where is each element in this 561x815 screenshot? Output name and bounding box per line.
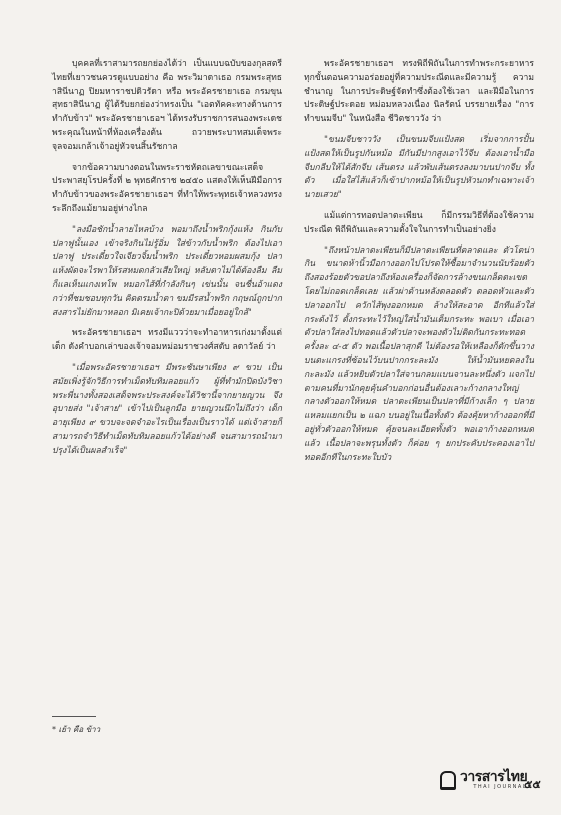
journal-name: วารสารไทย — [460, 769, 528, 785]
right-column — [304, 58, 534, 472]
footnote: * เย้า คือ ข้าว — [52, 725, 101, 734]
paragraph: บุคคลที่เราสามารถยกย่องได้ว่า เป็นแบบฉบับของกุลสตรีไทยที่เยาวชนควรดูแบบอย่าง คือ พระวิมาดาเธอ กรมพระสุทธาสินีนาฏ ปิยมหาราชปดิวรัดา หรือ พระอัครชายาเธอ กรมขุนสุทธาสินีนาฏ ผู้ได้รับยกย่องว่าทรงเป็น "เอตทัคคะทางด้านการทำกับข้าว" พระอัครชายาเธอฯ ได้ทรงรับราชการสนองพระเดชพระคุณในหน้าที่ห้องเครื่องต้น ถวายพระบาทสมเด็จพระจุลจอมเกล้าเจ้าอยู่หัวจนสิ้นรัชกาล — [52, 59, 282, 152]
quote-paragraph: "ลงมือชักน้ำลายไหลบ้าง พอมาถึงน้ำพริกกุ้งแห้ง กินกับปลาฟูนั้นเอง เข้าจริงกินไม่รู้อิ่ม ใส่ข้าวกับน้ำพริก ต้องไปเอาปลาฟู ประเดี๋ยวใจเจียวจิ้มน้ำพริก ประเดี๋ยวหอมผสมกุ้ง ปลาแห้งผัดจะไรพาให้รสหมดกลัวเสียใหญ่ หลับตาไม่ได้ต้องลืม ลืมก็แลเห็นแกงเทโพ หมอกไส้ที่กำลังกินๆ เข่นนั้น จนชื่นอ้าแดงกว่าที่ชมชอบทุกวัน คิดตรมน้ำตา ขมมีรสน้ำพริก กฤษณ์ถูกปากสงสารไม่ยักมาหลอก มิเคยเจ้ากะปิด้วยมาเมื่อยอยู่ใกล้" — [52, 224, 282, 318]
paragraph: พระอัครชายาเธอฯ ทรงพิถีพิถันในการทำพระกระยาหารทุกขั้นตอนความอร่อยอยู่ที่ความประณีตและมีความรู้ ความชำนาญ ในการประดิษฐ์จัดทำซึ่งต้องใช้เวลา และฝีมือในการประดิษฐ์ประดอย หม่อมหลวงเนื่อง นิลรัตน์ บรรยายเรื่อง "การทำขนมจีบ" ในหนังสือ ชีวิตชาววัง ว่า — [304, 59, 534, 125]
journal-subname: THAI JOURNAL — [473, 784, 528, 790]
quote-paragraph: "เมื่อพระอัครชายาเธอฯ มีพระชันษาเพียง ๙ ขวบ เป็นสมัยเพิ่งรู้จักวิธีการทำเม็ดทับทิมลอยแก้ว ผู้ที่ทำมักปิดบังวิชา พระพี่นางทั้งสองเสด็จพระประสงค์จะได้วิชานี้จากยายญวน จึงอุบายส่ง "เจ้าสาย" เข้าไปเป็นลูกมือ ยายญวนนึกไม่ถึงว่า เด็กอายุเพียง ๙ ขวบจะจดจำอะไรเป็นเรื่องเป็นราวได้ แต่เจ้าสายก็สามารถจำวิธีทำเม็ดทับทิมลอยแก้วได้อย่างดี จนสามารถนำมาปรุงได้เป็นผลสำเร็จ" — [52, 362, 282, 456]
paragraph: แม้แต่การทอดปลาตะเพียน ก็มีกรรมวิธีที่ต้องใช้ความประณีต พิถีพิถันและความตั้งใจในการทำเป็นอย่างยิ่ง — [304, 210, 534, 235]
journal-logo — [440, 770, 527, 790]
left-column — [52, 58, 282, 466]
paragraph: พระอัครชายาเธอฯ ทรงมีแววว่าจะทำอาหารเก่งมาตั้งแต่เด็ก ดังคำบอกเล่าของเจ้าจอมหม่อมราชวงศ์สดับ ลดาวัลย์ ว่า — [52, 328, 282, 353]
footnote-divider — [52, 716, 96, 717]
quote-paragraph: "ขนมจีบชาววัง เป็นขนมจีบแป้งสด เริ่มจากการปั้นแป้งสดให้เป็นรูปกันหม้อ มีกันมีปากสูงเอาไว้จีบ ต้องเอาน้ำมือจีบกลีบให้ได้สักจีบ เส้นตรง แล้วพับเส้นตรงลงมาบนปากจีบ ทั้งตัว เมื่อใส่ไส้แล้วก็เข้าปากหม้อให้เป็นรูปหัวนกทำเฉพาะเจ้านายเสวย" — [304, 134, 534, 201]
journal-mark-icon — [440, 771, 456, 790]
paragraph: จากข้อความบางตอนในพระราชหัตถเลขาขณะเสด็จประพาสยุโรปครั้งที่ ๒ พุทธศักราช ๒๔๕๐ แสดงให้เห็นฝีมือการทำกับข้าวของพระอัครชายาเธอฯ ที่ทำให้พระพุทธเจ้าหลวงทรงระลึกถึงแม้ยามอยู่ห่างไกล — [52, 162, 282, 214]
quote-paragraph: "ถึงหน้าปลาตะเพียนก็มีปลาตะเพียนที่ตลาดและ ตัวโตน่ากิน ขนาดห้านิ้วมือกางออกไปโปรดให้ซื้อมาจำนวนนับร้อยตัว ถึงสองร้อยตัวขอปลาถึงห้องเครื่องก็จัดการล้างขนเกล็ดตะเขตโดยไม่ถอดเกล็ดเลย แล้วผ่าด้านหลังตลอดตัว ตลอดหัวและตัวปลาออกไป ควักไส้พุงออกหมด ล้างให้สะอาด อีกทีแล้วใส่กระด้งไว้ ตั้งกระทะไว้ใหญ่ใส่น้ำมันเต็มกระทะ พอเบา เมื่อเอาตัวปลาใส่ลงไปทอดแล้วตัวปลาจะพองตัวไม่ติดกันกระทะทอดครั้งละ ๔-๕ ตัว พอเนื้อปลาสุกดี ไม่ต้องรอให้เหลืองก็ตักขึ้นวางบนตะแกรงที่ซ้อนไว้บนปากกระละมัง ให้น้ำมันหยดลงในกะละมัง แล้วหยิบตัวปลาใส่จานกลมแบนจานละหนึ่งตัว แจกไปตามคนที่มานักคุยคุ้นคำบอกก่อนอื่นต้องเลาะก้างกลางใหญ่กลางตัวออกให้หมด ปลาตะเพียนเป็นปลาที่มีก้างเล็ก ๆ ปลายแหลมแยกเป็น ๒ แฉก บนอยู่ในเนื้อทั้งตัว ต้องคุ้ยหาก้างออกที่มีอยู่ทั่วตัวออกให้หมด คุ้ยจนละเอียดทั้งตัว พอเอาก้างออกหมดแล้ว เนื้อปลาจะพรุนทั้งตัว ก็ค่อย ๆ ยกประคับประคองเอาไปทอดอีกทีในกระทะใบบัว — [304, 245, 534, 463]
page-number: ๕๕ — [524, 778, 541, 791]
